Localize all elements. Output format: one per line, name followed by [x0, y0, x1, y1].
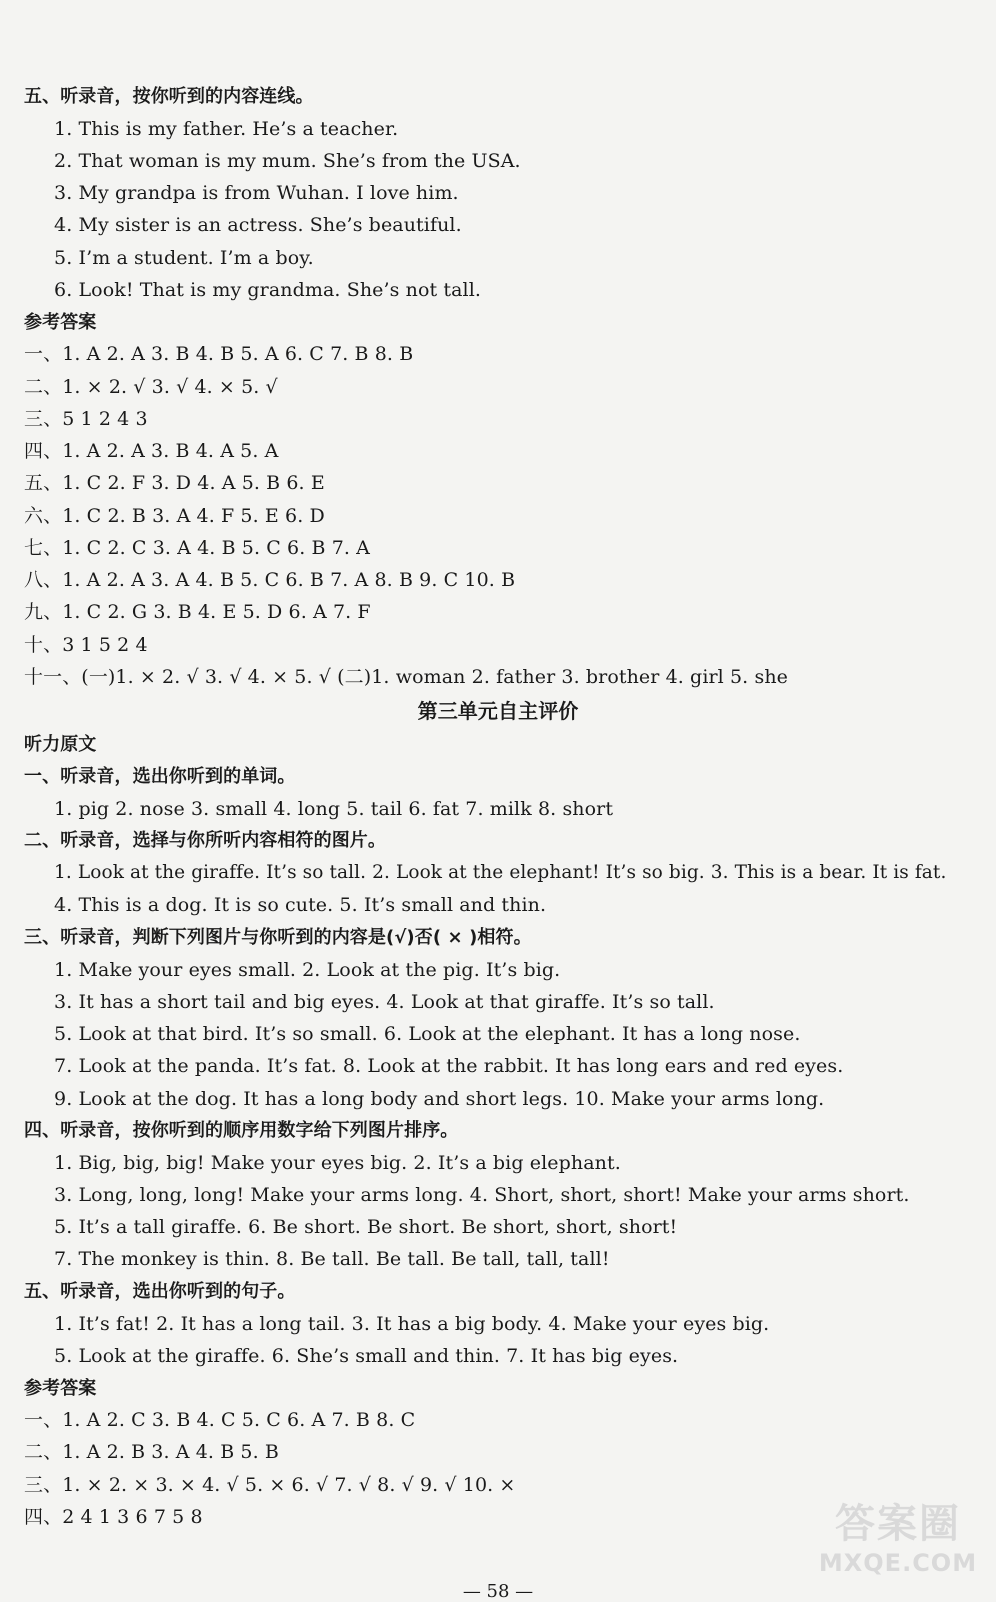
section-heading: 五、听录音，选出你听到的句子。 — [24, 1281, 296, 1302]
text-line: 1. This is my father. He’s a teacher. — [54, 118, 399, 140]
text-line: 3. Long, long, long! Make your arms long. 4. Short, short, short! Make your arms short. — [54, 1184, 910, 1206]
text-line: 5. Look at that bird. It’s so small. 6. Look at the elephant. It has a long nose. — [54, 1023, 801, 1045]
text-line: 5. I’m a student. I’m a boy. — [54, 247, 314, 269]
answer-line: 五、1. C 2. F 3. D 4. A 5. B 6. E — [24, 472, 325, 494]
answer-line: 一、1. A 2. C 3. B 4. C 5. C 6. A 7. B 8. C — [24, 1409, 416, 1431]
answer-line: 二、1. × 2. √ 3. √ 4. × 5. √ — [24, 376, 278, 398]
answer-line: 九、1. C 2. G 3. B 4. E 5. D 6. A 7. F — [24, 601, 371, 623]
text-line: 3. It has a short tail and big eyes. 4. Look at that giraffe. It’s so tall. — [54, 991, 715, 1013]
text-line: 7. Look at the panda. It’s fat. 8. Look at the rabbit. It has long ears and red eyes. — [54, 1055, 844, 1077]
watermark-logo — [808, 1500, 988, 1588]
answers-heading: 参考答案 — [24, 1378, 97, 1399]
answer-line: 三、1. × 2. × 3. × 4. √ 5. × 6. √ 7. √ 8. √ 9. √ 10. × — [24, 1474, 516, 1496]
text-line: 5. It’s a tall giraffe. 6. Be short. Be short. Be short, short, short! — [54, 1216, 678, 1238]
text-line: 1. It’s fat! 2. It has a long tail. 3. It has a big body. 4. Make your eyes big. — [54, 1313, 770, 1335]
answer-line: 四、1. A 2. A 3. B 4. A 5. A — [24, 440, 279, 462]
answer-line: 二、1. A 2. B 3. A 4. B 5. B — [24, 1441, 279, 1463]
text-line: 2. That woman is my mum. She’s from the USA. — [54, 150, 521, 172]
text-line: 7. The monkey is thin. 8. Be tall. Be tall. Be tall, tall, tall! — [54, 1248, 610, 1270]
watermark-title: 答案圈 — [835, 1501, 961, 1547]
text-line: 4. This is a dog. It is so cute. 5. It’s small and thin. — [54, 894, 547, 916]
listening-heading: 听力原文 — [24, 734, 97, 755]
text-line: 1. pig 2. nose 3. small 4. long 5. tail 6. fat 7. milk 8. short — [54, 798, 614, 820]
answer-line: 一、1. A 2. A 3. B 4. B 5. A 6. C 7. B 8. B — [24, 343, 414, 365]
text-line: 6. Look! That is my grandma. She’s not tall. — [54, 279, 482, 301]
text-line: 1. Make your eyes small. 2. Look at the pig. It’s big. — [54, 959, 561, 981]
answer-line: 十、3 1 5 2 4 — [24, 634, 148, 656]
answer-line: 六、1. C 2. B 3. A 4. F 5. E 6. D — [24, 505, 325, 527]
section-heading: 五、听录音，按你听到的内容连线。 — [24, 86, 314, 107]
page-number: — 58 — — [462, 1581, 534, 1602]
text-line: 4. My sister is an actress. She’s beautiful. — [54, 214, 462, 236]
text-line: 1. Big, big, big! Make your eyes big. 2. It’s a big elephant. — [54, 1152, 621, 1174]
answer-line: 十一、(一)1. × 2. √ 3. √ 4. × 5. √ (二)1. woman 2. father 3. brother 4. girl 5. she — [24, 666, 788, 688]
section-heading: 一、听录音，选出你听到的单词。 — [24, 766, 296, 787]
answer-line: 八、1. A 2. A 3. A 4. B 5. C 6. B 7. A 8. B 9. C 10. B — [24, 569, 516, 591]
answers-heading: 参考答案 — [24, 312, 97, 333]
answer-line: 三、5 1 2 4 3 — [24, 408, 148, 430]
text-line: 9. Look at the dog. It has a long body and short legs. 10. Make your arms long. — [54, 1088, 825, 1110]
text-line: 1. Look at the giraffe. It’s so tall. 2. Look at the elephant! It’s so big. 3. This is a bear. It is fat. — [54, 862, 947, 883]
section-heading: 三、听录音，判断下列图片与你听到的内容是(√)否( × )相符。 — [24, 927, 532, 948]
section-heading: 二、听录音，选择与你所听内容相符的图片。 — [24, 830, 386, 851]
answer-line: 七、1. C 2. C 3. A 4. B 5. C 6. B 7. A — [24, 537, 370, 559]
section-heading: 四、听录音，按你听到的顺序用数字给下列图片排序。 — [24, 1120, 459, 1141]
text-line: 5. Look at the giraffe. 6. She’s small and thin. 7. It has big eyes. — [54, 1345, 679, 1367]
answer-line: 四、2 4 1 3 6 7 5 8 — [24, 1506, 203, 1528]
text-line: 3. My grandpa is from Wuhan. I love him. — [54, 182, 459, 204]
unit-title: 第三单元自主评价 — [417, 699, 579, 723]
watermark-url: MXQE.COM — [818, 1549, 978, 1577]
